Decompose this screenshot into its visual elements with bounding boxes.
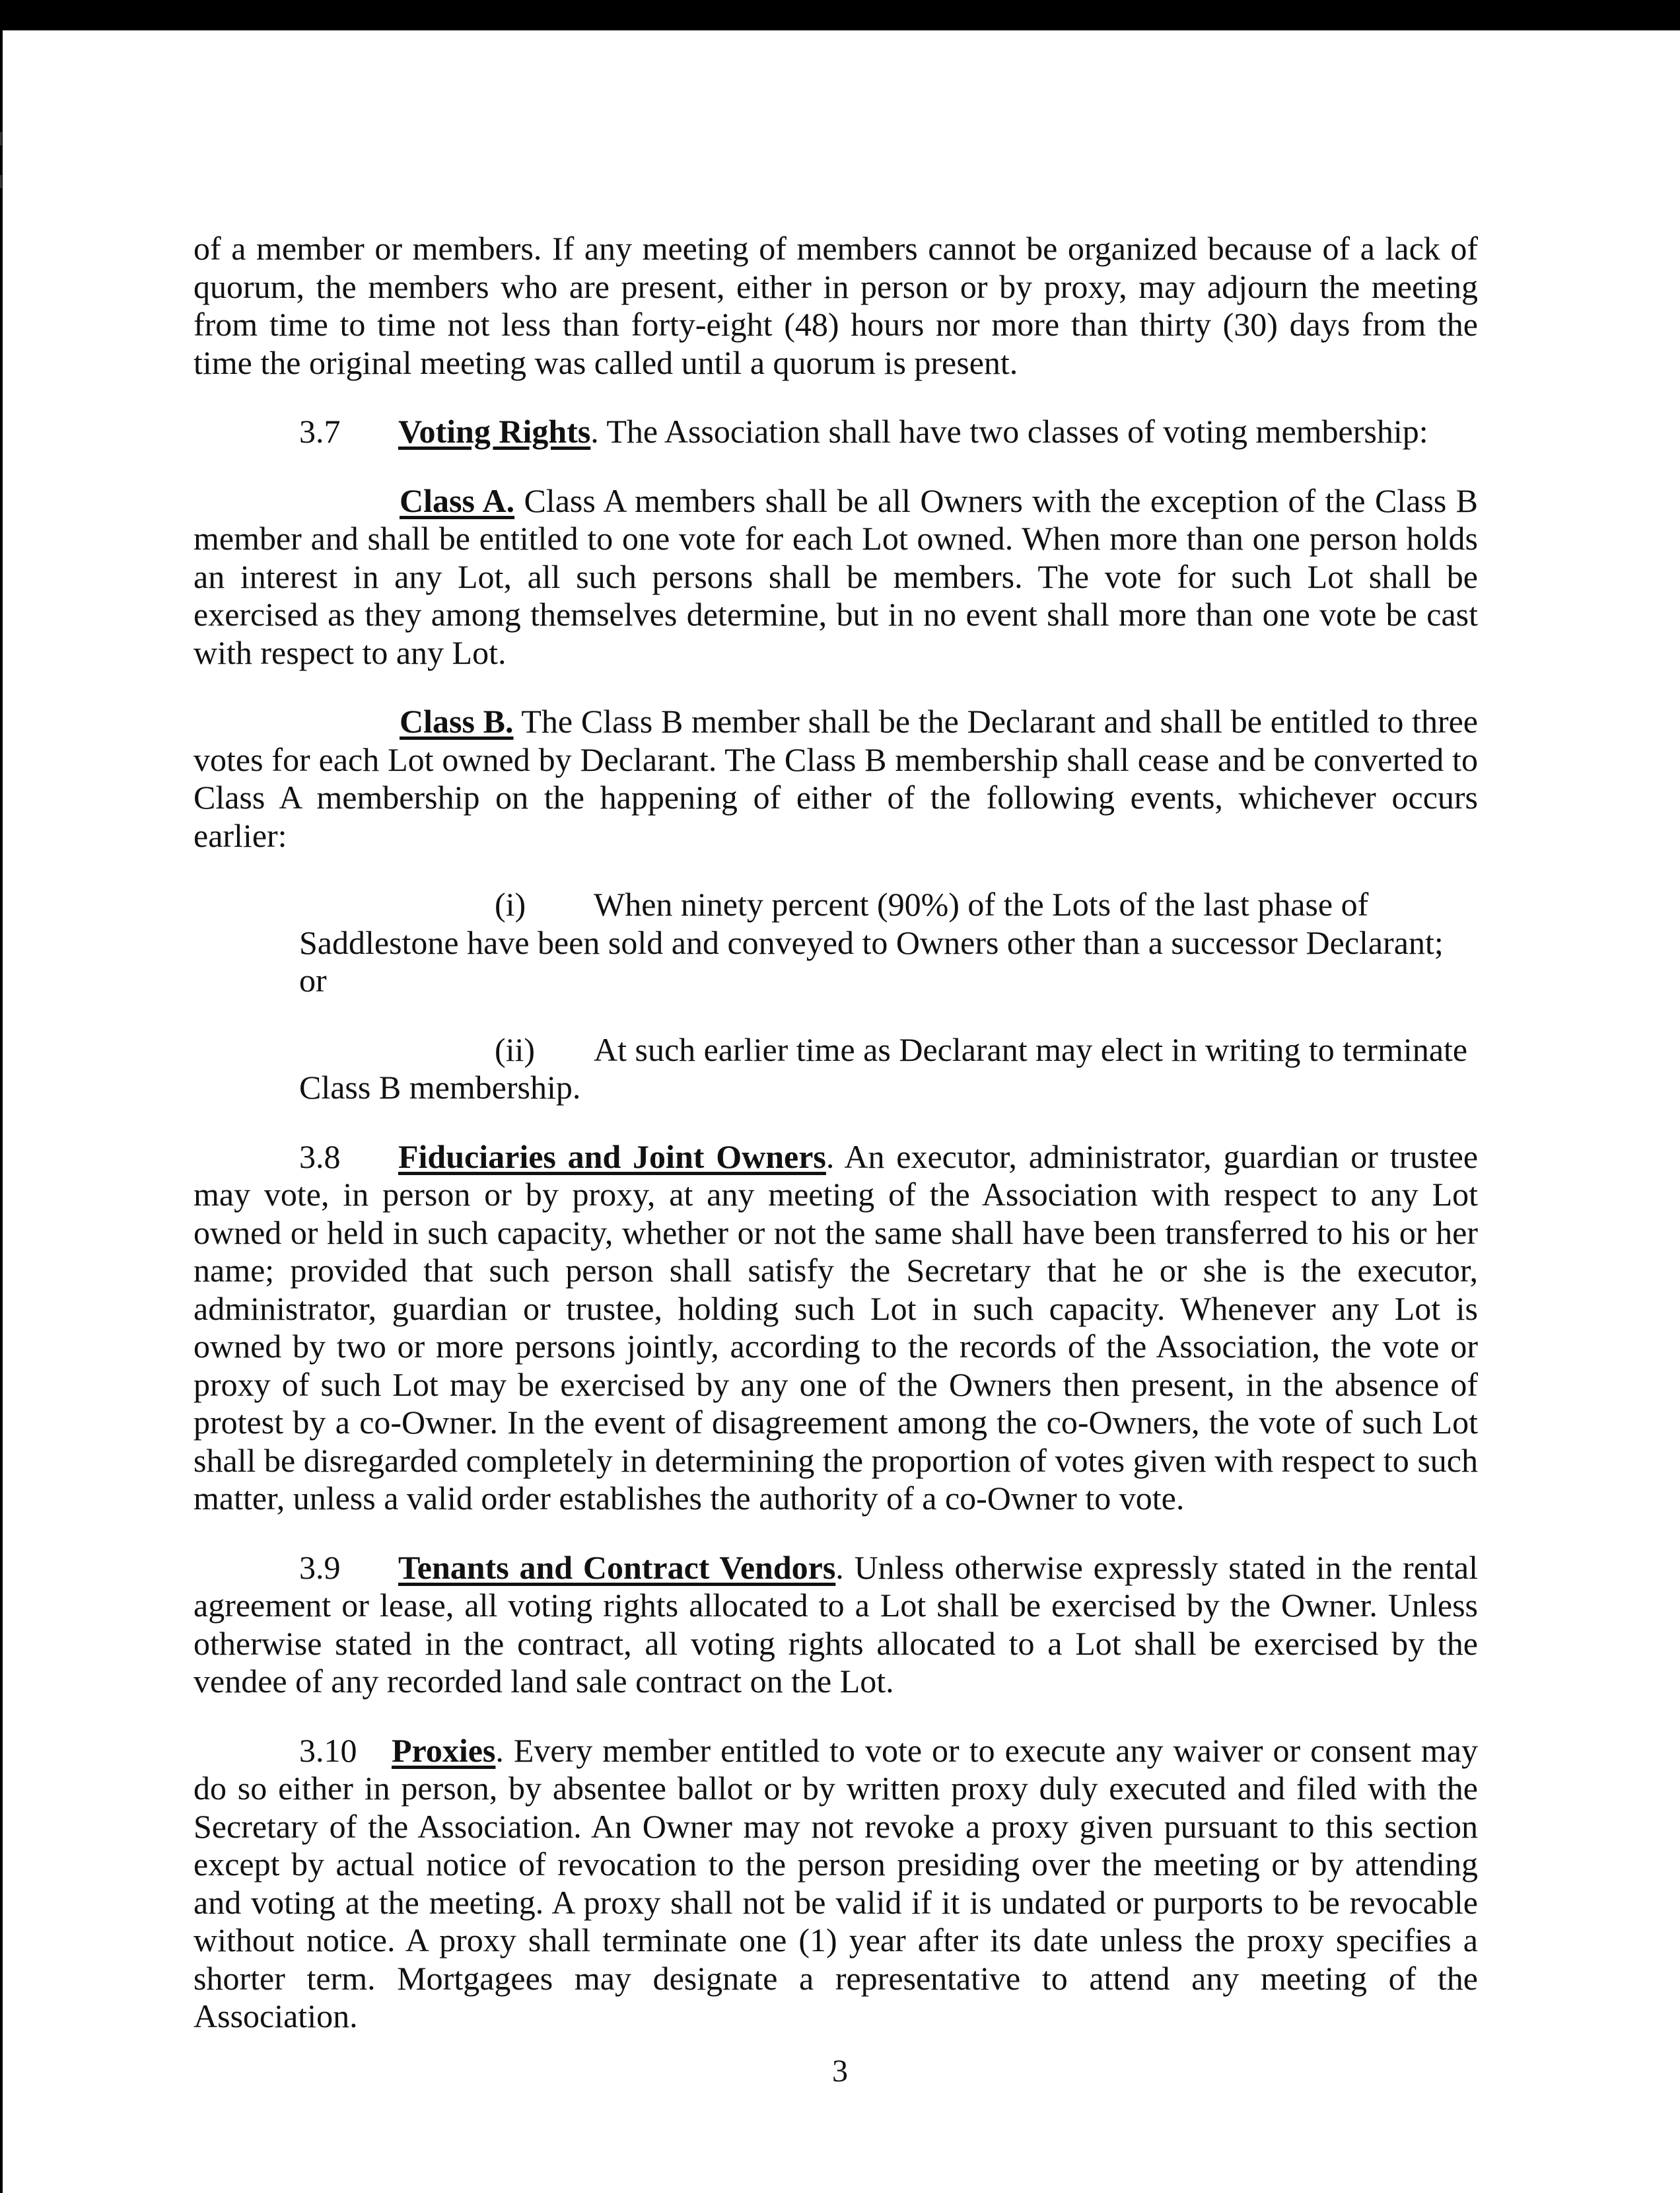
- list-label: (ii): [495, 1030, 536, 1068]
- section-text: . An executor, administrator, guardian or trustee may vote, in person or by proxy, at any meeting of the Association with respect to any Lot owned or held in such capacity, whether or not the same shall have been transferred to his or her name; provided that such person shall satisfy the Secretary that he or she is the executor, administrator, guardian or trustee, holding such Lot in such capacity. Whenever any Lot is owned by two or more persons jointly, according to the records of the Association, the vote or proxy of such Lot may be exercised by any one of the Owners then present, in the absence of protest by a co-Owner. In the event of disagreement among the co-Owners, the vote of such Lot shall be disregarded completely in determining the proportion of votes given with respect to such matter, unless a valid order establishes the authority of a co-Owner to vote.: [193, 1137, 1479, 1517]
- section-text: . The Association shall have two classes of voting membership:: [590, 413, 1428, 450]
- section-number: 3.9: [299, 1548, 341, 1586]
- list-line: When ninety percent (90%) of the Lots of the last phase of: [594, 886, 1369, 923]
- section-3-8: [193, 1138, 1478, 1518]
- section-heading: Voting Rights: [398, 413, 591, 450]
- class-b-paragraph: [193, 703, 1478, 855]
- list-line: At such earlier time as Declarant may elect in writing to terminate: [594, 1030, 1468, 1068]
- class-b-heading: Class B.: [400, 703, 514, 740]
- section-heading: Proxies: [392, 1731, 496, 1769]
- scan-edge-mark: [0, 132, 2, 145]
- scan-left-border: [0, 30, 3, 2193]
- section-text: . Every member entitled to vote or to execute any waiver or consent may do so either in person, by absentee ballot or by written proxy duly executed and filed with the Secretary of the Association. An Owner may not revoke a proxy given pursuant to this section except by actual notice of revocation to the person presiding over the meeting or by attending and voting at the meeting. A proxy shall not be valid if it is undated or purports to be revocable without notice. A proxy shall terminate one (1) year after its date unless the proxy specifies a shorter term. Mortgagees may designate a representative to attend any meeting of the Association.: [193, 1731, 1478, 2034]
- class-b-text: The Class B member shall be the Declarant and shall be entitled to three votes for each Lot owned by Declarant. The Class B membership shall cease and be converted to Class A membership on the happening of either of the following events, whichever occurs earlier:: [193, 703, 1479, 854]
- document-body: [193, 230, 1478, 2036]
- class-a-text: Class A members shall be all Owners with the exception of the Class B member and shall be entitled to one vote for each Lot owned. When more than one person holds an interest in any Lot, all such persons shall be members. The vote for such Lot shall be exercised as they among themselves determine, but in no event shall more than one vote be cast with respect to any Lot.: [193, 482, 1478, 671]
- list-line: Class B membership.: [299, 1069, 581, 1106]
- section-3-9: [193, 1549, 1478, 1701]
- paragraph-carryover: of a member or members. If any meeting of members cannot be organized because of a lack of quorum, the members who are present, either in person or by proxy, may adjourn the meeting from time to time not less than forty-eight (48) hours nor more than thirty (30) days from the time the original meeting was called until a quorum is present.: [193, 230, 1478, 381]
- class-a-heading: Class A.: [400, 482, 515, 519]
- list-label: (i): [495, 886, 526, 923]
- section-number: 3.7: [299, 413, 341, 450]
- section-3-10: [193, 1732, 1478, 2036]
- class-a-paragraph: [193, 482, 1478, 672]
- section-number: 3.8: [299, 1137, 341, 1175]
- scan-top-border: [0, 0, 1680, 30]
- section-3-7: [193, 413, 1478, 451]
- section-heading: Fiduciaries and Joint Owners: [398, 1137, 826, 1175]
- section-text: . Unless otherwise expressly stated in the rental agreement or lease, all voting rights allocated to a Lot shall be exercised by the Owner. Unless otherwise stated in the contract, all voting rights allocated to a Lot shall be exercised by the vendee of any recorded land sale contract on the Lot.: [193, 1548, 1478, 1700]
- section-heading: Tenants and Contract Vendors: [398, 1548, 836, 1586]
- scan-edge-mark: [0, 175, 2, 188]
- list-item-ii: [193, 1031, 1478, 1107]
- page-number: 3: [832, 2054, 848, 2089]
- section-number: 3.10: [299, 1731, 357, 1769]
- list-item-i: [193, 886, 1478, 1000]
- list-line: Saddlestone have been sold and conveyed to Owners other than a successor Declarant; or: [299, 923, 1444, 999]
